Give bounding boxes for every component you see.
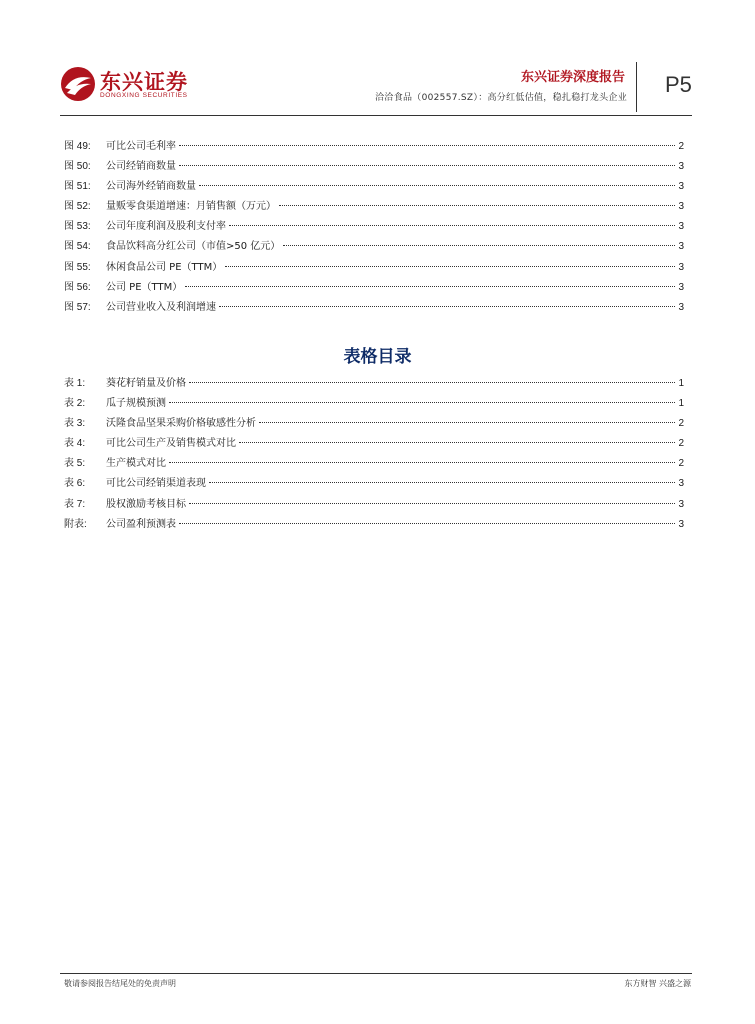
entry-number: 表 6: (64, 478, 86, 490)
dot-leader (209, 482, 675, 483)
entry-number: 图 53: (64, 221, 91, 233)
entry-number: 表 2: (64, 398, 86, 410)
entry-number: 图 50: (64, 161, 91, 173)
entry-number: 附表: (64, 518, 87, 530)
dot-leader (225, 266, 675, 267)
entry-title: 沃隆食品坚果采购价格敏感性分析 (106, 418, 256, 430)
entry-title: 公司 PE（TTM） (106, 281, 183, 293)
toc-entry[interactable] (64, 495, 684, 515)
entry-number: 表 1: (64, 378, 86, 389)
tables-section-title: 表格目录 (343, 347, 412, 367)
entry-page: 2 (678, 438, 684, 450)
footer-rule (60, 973, 692, 974)
entry-page: 1 (678, 398, 684, 410)
entry-number: 表 4: (64, 438, 86, 450)
entry-title: 瓜子规模预测 (106, 398, 166, 410)
entry-title: 可比公司毛利率 (106, 141, 176, 152)
header-divider (636, 62, 637, 112)
entry-title: 公司经销商数量 (106, 161, 176, 173)
entry-title: 公司海外经销商数量 (106, 181, 196, 193)
entry-page: 3 (678, 161, 684, 173)
entry-title: 股权激励考核目标 (106, 498, 186, 510)
toc-entry[interactable] (64, 474, 684, 494)
entry-page: 2 (678, 418, 684, 430)
entry-number: 图 57: (64, 301, 91, 313)
toc-entry[interactable] (64, 434, 684, 454)
toc-entry[interactable] (64, 137, 684, 157)
toc-entry[interactable] (64, 197, 684, 217)
entry-page: 3 (678, 518, 684, 530)
report-type-title: 东兴证券深度报告 (520, 70, 625, 85)
entry-title: 公司年度利润及股利支付率 (106, 221, 226, 233)
entry-number: 图 49: (64, 141, 91, 152)
page-header (0, 0, 755, 120)
entry-page: 3 (678, 281, 684, 293)
toc-entry[interactable] (64, 454, 684, 474)
entry-page: 3 (678, 301, 684, 313)
entry-page: 2 (678, 458, 684, 470)
entry-number: 图 55: (64, 261, 91, 273)
entry-title: 可比公司经销渠道表现 (106, 478, 206, 490)
logo-mark-icon (60, 66, 96, 102)
company-logo (60, 66, 210, 106)
entry-title: 葵花籽销量及价格 (106, 378, 186, 389)
dot-leader (189, 382, 675, 383)
toc-entry[interactable] (64, 278, 684, 298)
toc-entry[interactable] (64, 157, 684, 177)
entry-title: 食品饮料高分红公司（市值>50 亿元） (106, 241, 281, 253)
figure-list (64, 137, 684, 318)
dot-leader (189, 503, 675, 504)
entry-title: 公司营业收入及利润增速 (106, 301, 216, 313)
dot-leader (239, 442, 675, 443)
entry-title: 公司盈利预测表 (106, 518, 176, 530)
toc-entry[interactable] (64, 515, 684, 535)
entry-number: 图 54: (64, 241, 91, 253)
dot-leader (229, 225, 675, 226)
dot-leader (283, 245, 675, 246)
logo-brand-cn: 东兴证券 (100, 70, 188, 94)
entry-page: 2 (678, 141, 684, 152)
entry-number: 表 7: (64, 498, 86, 510)
entry-number: 图 56: (64, 281, 91, 293)
toc-entry[interactable] (64, 414, 684, 434)
toc-entry[interactable] (64, 237, 684, 257)
report-subtitle: 洽洽食品（002557.SZ）：高分红低估值，稳扎稳打龙头企业 (375, 93, 627, 103)
entry-number: 表 3: (64, 418, 86, 430)
table-list (64, 374, 684, 535)
toc-entry[interactable] (64, 177, 684, 197)
dot-leader (169, 402, 675, 403)
header-rule (60, 115, 692, 116)
entry-page: 3 (678, 241, 684, 253)
entry-number: 表 5: (64, 458, 86, 470)
entry-title: 可比公司生产及销售模式对比 (106, 438, 236, 450)
entry-page: 3 (678, 201, 684, 213)
dot-leader (179, 523, 675, 524)
entry-page: 3 (678, 261, 684, 273)
toc-entry[interactable] (64, 217, 684, 237)
toc-entry[interactable] (64, 258, 684, 278)
dot-leader (199, 185, 675, 186)
footer-slogan: 东方财智 兴盛之源 (624, 979, 691, 988)
entry-number: 图 52: (64, 201, 91, 213)
entry-title: 休闲食品公司 PE（TTM） (106, 261, 223, 273)
entry-page: 3 (678, 478, 684, 490)
dot-leader (279, 205, 675, 206)
logo-brand-en: DONGXING SECURITIES (100, 92, 188, 99)
entry-page: 3 (678, 181, 684, 193)
dot-leader (179, 145, 675, 146)
entry-page: 1 (678, 378, 684, 389)
dot-leader (179, 165, 675, 166)
dot-leader (185, 286, 675, 287)
dot-leader (259, 422, 675, 423)
toc-entry[interactable] (64, 374, 684, 394)
entry-number: 图 51: (64, 181, 91, 193)
dot-leader (219, 306, 675, 307)
entry-page: 3 (678, 221, 684, 233)
entry-title: 量贩零食渠道增速：月销售额（万元） (106, 201, 276, 213)
footer-disclaimer: 敬请参阅报告结尾处的免责声明 (64, 979, 176, 988)
toc-entry[interactable] (64, 394, 684, 414)
dot-leader (169, 462, 675, 463)
toc-entry[interactable] (64, 298, 684, 318)
page-number: P5 (665, 72, 692, 97)
entry-title: 生产模式对比 (106, 458, 166, 470)
entry-page: 3 (678, 498, 684, 510)
